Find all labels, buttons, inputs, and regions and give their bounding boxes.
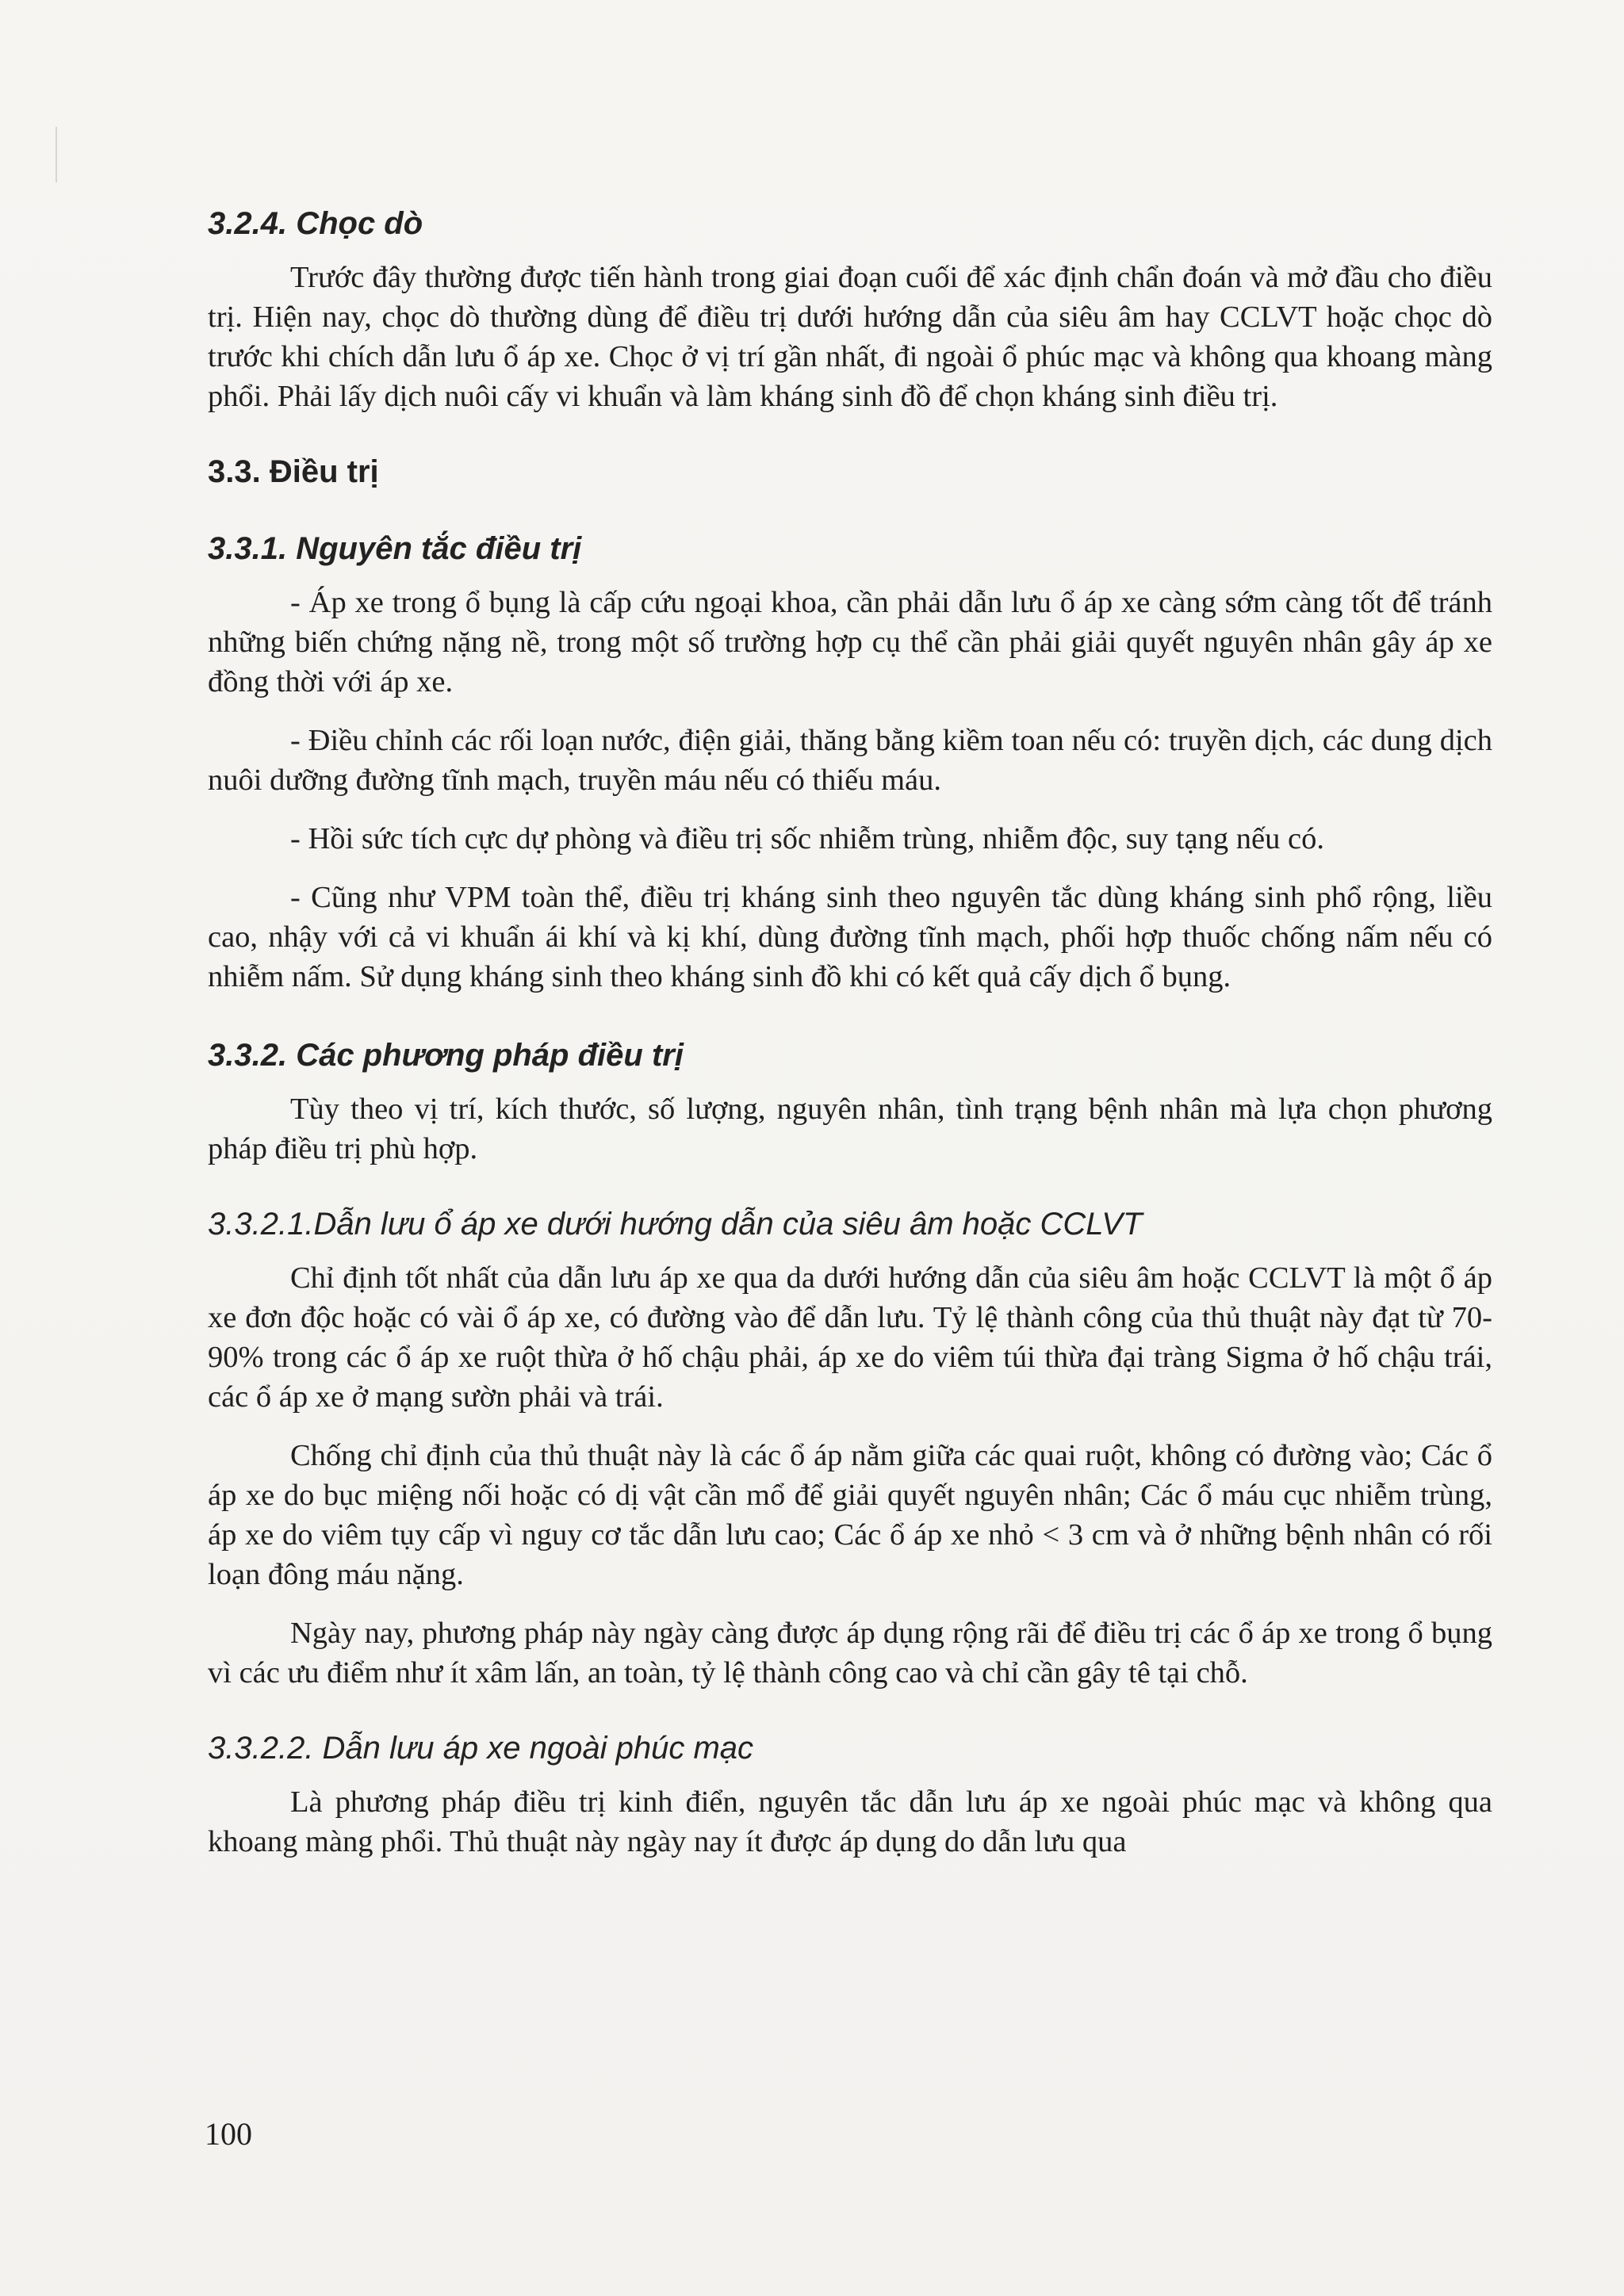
- section-danluu-ngoai: [208, 1731, 1492, 1862]
- paragraph-ngoai-1: Là phương pháp điều trị kinh điển, nguyên tắc dẫn lưu áp xe ngoài phúc mạc và không qua khoang màng phổi. Thủ thuật này ngày nay ít được áp dụng do dẫn lưu qua: [208, 1785, 1492, 1858]
- section-chocdo: [208, 206, 1492, 416]
- section-dieutri: [208, 454, 1492, 490]
- section-phuongphap: [208, 1038, 1492, 1169]
- paragraph-chocdo: Trước đây thường được tiến hành trong giai đoạn cuối để xác định chẩn đoán và mở đầu cho điều trị. Hiện nay, chọc dò thường dùng để điều trị dưới hướng dẫn của siêu âm hay CCLVT hoặc chọc dò trước khi chích dẫn lưu ổ áp xe. Chọc ở vị trí gần nhất, đi ngoài ổ phúc mạc và không qua khoang màng phổi. Phải lấy dịch nuôi cấy vi khuẩn và làm kháng sinh đồ để chọn kháng sinh điều trị.: [208, 261, 1492, 413]
- paragraph-nguyentac-1: - Áp xe trong ổ bụng là cấp cứu ngoại khoa, cần phải dẫn lưu ổ áp xe càng sớm càng tốt để tránh những biến chứng nặng nề, trong một số trường hợp cụ thể cần phải giải quyết nguyên nhân gây áp xe đồng thời với áp xe.: [208, 586, 1492, 698]
- page-number: 100: [205, 2116, 252, 2152]
- paragraph-nguyentac-3: - Hồi sức tích cực dự phòng và điều trị sốc nhiễm trùng, nhiễm độc, suy tạng nếu có.: [290, 822, 1324, 855]
- heading-3-3-1: 3.3.1. Nguyên tắc điều trị: [208, 531, 582, 566]
- scan-edge-mark: [56, 127, 57, 182]
- paragraph-nguyentac-2: - Điều chỉnh các rối loạn nước, điện giải, thăng bằng kiềm toan nếu có: truyền dịch, các dung dịch nuôi dưỡng đường tĩnh mạch, truyền máu nếu có thiếu máu.: [208, 724, 1492, 797]
- heading-3-3-2: 3.3.2. Các phương pháp điều trị: [208, 1038, 684, 1073]
- paragraph-nguyentac-4: - Cũng như VPM toàn thể, điều trị kháng sinh theo nguyên tắc dùng kháng sinh phổ rộng, liều cao, nhậy với cả vi khuẩn ái khí và kị khí, dùng đường tĩnh mạch, phối hợp thuốc chống nấm nếu có nhiễm nấm. Sử dụng kháng sinh theo kháng sinh đồ khi có kết quả cấy dịch ổ bụng.: [208, 881, 1492, 993]
- section-danluu-sieuam: [208, 1207, 1492, 1693]
- paragraph-danluu-2: Chống chỉ định của thủ thuật này là các ổ áp nằm giữa các quai ruột, không có đường vào; Các ổ áp xe do bục miệng nối hoặc có dị vật cần mổ để giải quyết nguyên nhân; Các ổ máu cục nhiễm trùng, áp xe do viêm tụy cấp vì nguy cơ tắc dẫn lưu cao; Các ổ áp xe nhỏ < 3 cm và ở những bệnh nhân có rối loạn đông máu nặng.: [208, 1439, 1492, 1591]
- heading-3-3: 3.3. Điều trị: [208, 454, 379, 489]
- heading-3-2-4: 3.2.4. Chọc dò: [208, 206, 423, 241]
- page-content: [208, 197, 1492, 1881]
- section-nguyentac: [208, 531, 1492, 997]
- heading-3-3-2-1: 3.3.2.1.Dẫn lưu ổ áp xe dưới hướng dẫn của siêu âm hoặc CCLVT: [208, 1207, 1143, 1242]
- heading-3-3-2-2: 3.3.2.2. Dẫn lưu áp xe ngoài phúc mạc: [208, 1731, 754, 1766]
- paragraph-phuongphap: Tùy theo vị trí, kích thước, số lượng, nguyên nhân, tình trạng bệnh nhân mà lựa chọn phương pháp điều trị phù hợp.: [208, 1093, 1492, 1165]
- paragraph-danluu-1: Chỉ định tốt nhất của dẫn lưu áp xe qua da dưới hướng dẫn của siêu âm hoặc CCLVT là một ổ áp xe đơn độc hoặc có vài ổ áp xe, có đường vào để dẫn lưu. Tỷ lệ thành công của thủ thuật này đạt từ 70-90% trong các ổ áp xe ruột thừa ở hố chậu phải, áp xe do viêm túi thừa đại tràng Sigma ở hố chậu trái, các ổ áp xe ở mạng sườn phải và trái.: [208, 1261, 1492, 1414]
- paragraph-danluu-3: Ngày nay, phương pháp này ngày càng được áp dụng rộng rãi để điều trị các ổ áp xe trong ổ bụng vì các ưu điểm như ít xâm lấn, an toàn, tỷ lệ thành công cao và chỉ cần gây tê tại chỗ.: [208, 1617, 1492, 1689]
